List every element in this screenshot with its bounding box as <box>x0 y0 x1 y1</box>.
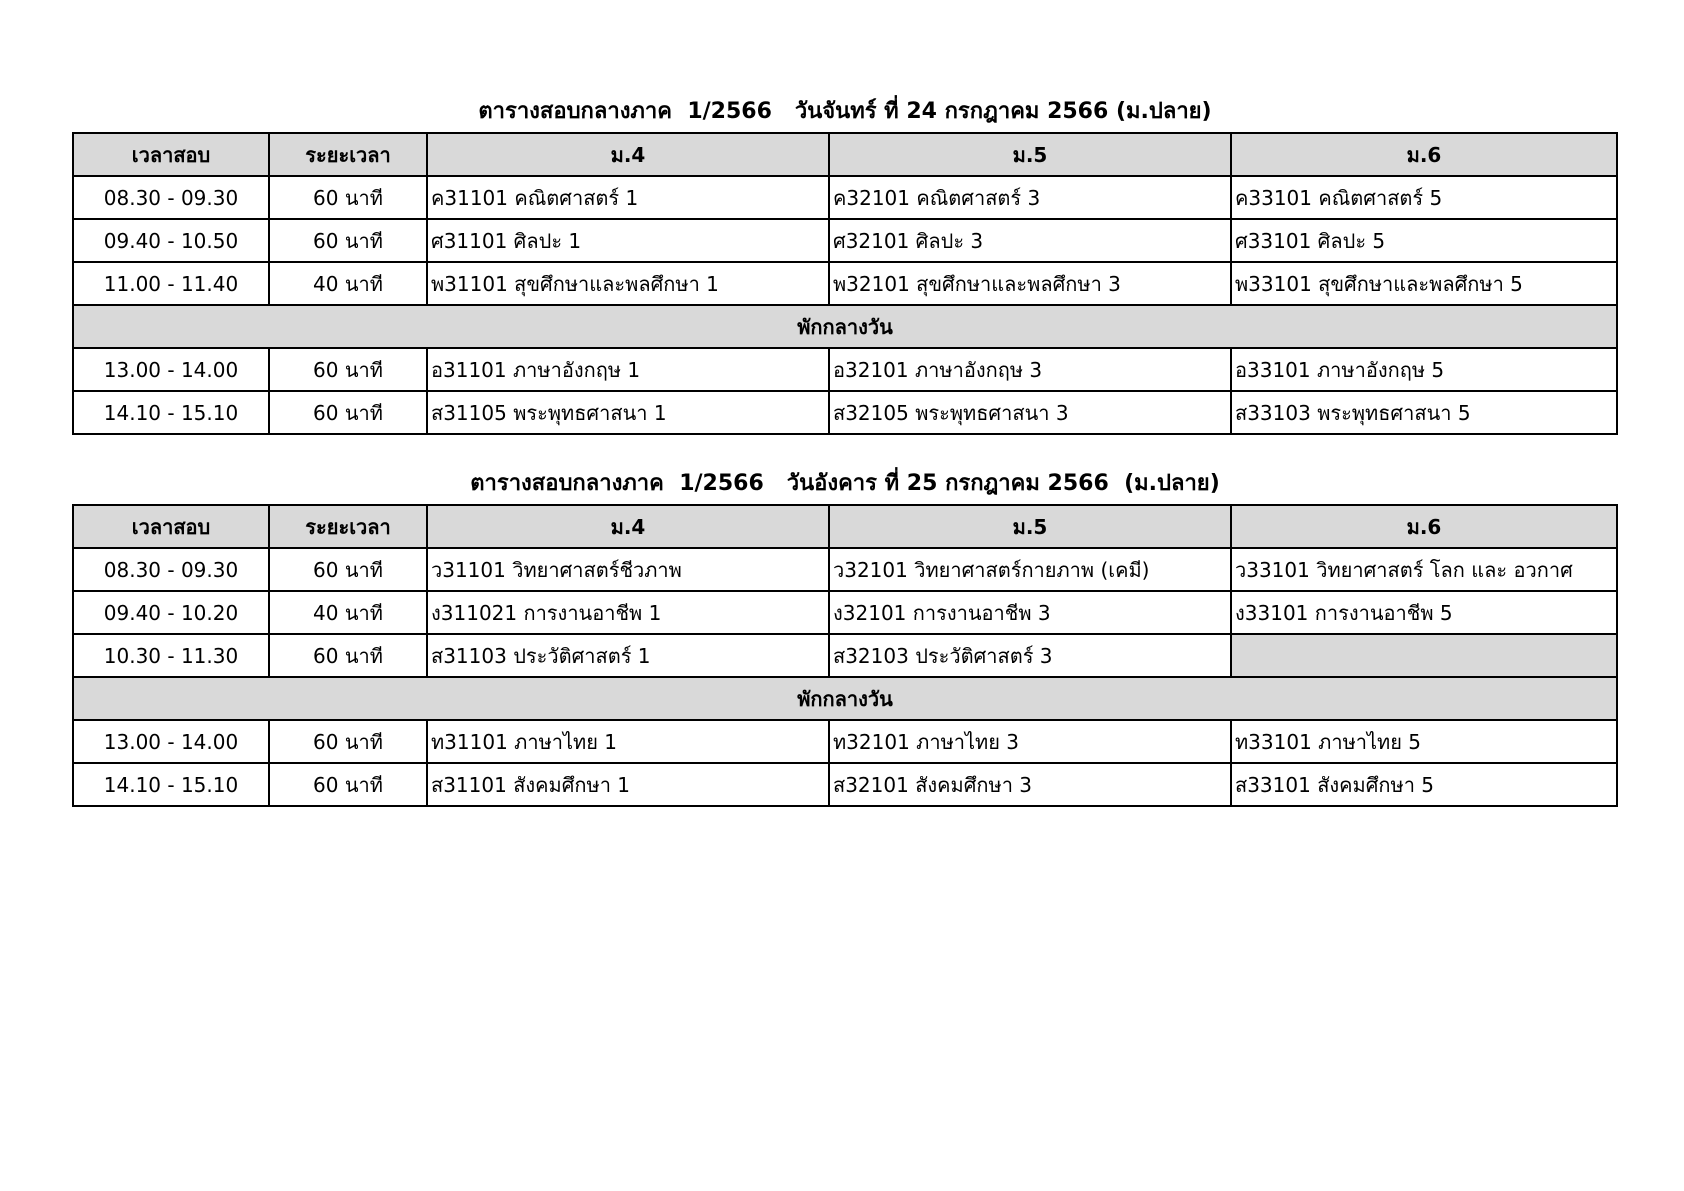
subject-m5: ท32101 ภาษาไทย 3 <box>829 720 1231 763</box>
exam-time: 11.00 - 11.40 <box>73 262 269 305</box>
exam-duration: 60 นาที <box>269 763 427 806</box>
header-m5: ม.5 <box>829 505 1231 548</box>
lunch-break-row <box>73 677 1617 720</box>
table-row <box>73 176 1617 219</box>
table-row <box>73 720 1617 763</box>
header-m4: ม.4 <box>427 505 829 548</box>
exam-time: 08.30 - 09.30 <box>73 176 269 219</box>
table-row <box>73 348 1617 391</box>
exam-time: 08.30 - 09.30 <box>73 548 269 591</box>
subject-m6: ว33101 วิทยาศาสตร์ โลก และ อวกาศ <box>1231 548 1617 591</box>
header-m6: ม.6 <box>1231 505 1617 548</box>
subject-m6: ง33101 การงานอาชีพ 5 <box>1231 591 1617 634</box>
table-row <box>73 219 1617 262</box>
subject-m5: ง32101 การงานอาชีพ 3 <box>829 591 1231 634</box>
header-time: เวลาสอบ <box>73 133 269 176</box>
header-duration: ระยะเวลา <box>269 133 427 176</box>
exam-time: 09.40 - 10.50 <box>73 219 269 262</box>
header-m4: ม.4 <box>427 133 829 176</box>
subject-m4: ศ31101 ศิลปะ 1 <box>427 219 829 262</box>
subject-m5: ส32101 สังคมศึกษา 3 <box>829 763 1231 806</box>
exam-duration: 60 นาที <box>269 391 427 434</box>
lunch-break-label: พักกลางวัน <box>73 305 1617 348</box>
subject-m5: ศ32101 ศิลปะ 3 <box>829 219 1231 262</box>
subject-m5: ว32101 วิทยาศาสตร์กายภาพ (เคมี) <box>829 548 1231 591</box>
subject-m4: ว31101 วิทยาศาสตร์ชีวภาพ <box>427 548 829 591</box>
exam-duration: 60 นาที <box>269 720 427 763</box>
schedule-title: ตารางสอบกลางภาค 1/2566 วันจันทร์ ที่ 24 กรกฎาคม 2566 (ม.ปลาย) <box>478 99 1212 124</box>
exam-table <box>72 132 1618 435</box>
exam-duration: 60 นาที <box>269 634 427 677</box>
header-row <box>73 505 1617 548</box>
header-duration: ระยะเวลา <box>269 505 427 548</box>
table-row <box>73 763 1617 806</box>
table-row <box>73 262 1617 305</box>
exam-duration: 40 นาที <box>269 262 427 305</box>
subject-m5: อ32101 ภาษาอังกฤษ 3 <box>829 348 1231 391</box>
schedule-tuesday <box>72 464 1618 807</box>
exam-duration: 40 นาที <box>269 591 427 634</box>
subject-m4: ง311021 การงานอาชีพ 1 <box>427 591 829 634</box>
subject-m6: ส33103 พระพุทธศาสนา 5 <box>1231 391 1617 434</box>
lunch-break-row <box>73 305 1617 348</box>
table-row <box>73 548 1617 591</box>
subject-m6: พ33101 สุขศึกษาและพลศึกษา 5 <box>1231 262 1617 305</box>
exam-time: 14.10 - 15.10 <box>73 763 269 806</box>
subject-m4: พ31101 สุขศึกษาและพลศึกษา 1 <box>427 262 829 305</box>
table-row <box>73 634 1617 677</box>
exam-duration: 60 นาที <box>269 348 427 391</box>
subject-m4: อ31101 ภาษาอังกฤษ 1 <box>427 348 829 391</box>
exam-duration: 60 นาที <box>269 219 427 262</box>
subject-m6: ท33101 ภาษาไทย 5 <box>1231 720 1617 763</box>
exam-time: 10.30 - 11.30 <box>73 634 269 677</box>
lunch-break-label: พักกลางวัน <box>73 677 1617 720</box>
exam-time: 13.00 - 14.00 <box>73 348 269 391</box>
subject-m6: ค33101 คณิตศาสตร์ 5 <box>1231 176 1617 219</box>
header-row <box>73 133 1617 176</box>
header-m5: ม.5 <box>829 133 1231 176</box>
subject-m5: ค32101 คณิตศาสตร์ 3 <box>829 176 1231 219</box>
header-time: เวลาสอบ <box>73 505 269 548</box>
subject-m4: ส31105 พระพุทธศาสนา 1 <box>427 391 829 434</box>
subject-m6: ส33101 สังคมศึกษา 5 <box>1231 763 1617 806</box>
subject-m6: อ33101 ภาษาอังกฤษ 5 <box>1231 348 1617 391</box>
schedule-title: ตารางสอบกลางภาค 1/2566 วันอังคาร ที่ 25 กรกฎาคม 2566 (ม.ปลาย) <box>470 471 1220 496</box>
exam-duration: 60 นาที <box>269 548 427 591</box>
exam-time: 13.00 - 14.00 <box>73 720 269 763</box>
subject-m4: ส31101 สังคมศึกษา 1 <box>427 763 829 806</box>
exam-table <box>72 504 1618 807</box>
table-row <box>73 591 1617 634</box>
subject-m4: ท31101 ภาษาไทย 1 <box>427 720 829 763</box>
subject-m5: ส32103 ประวัติศาสตร์ 3 <box>829 634 1231 677</box>
exam-time: 14.10 - 15.10 <box>73 391 269 434</box>
exam-duration: 60 นาที <box>269 176 427 219</box>
subject-m5: พ32101 สุขศึกษาและพลศึกษา 3 <box>829 262 1231 305</box>
subject-m6: ศ33101 ศิลปะ 5 <box>1231 219 1617 262</box>
schedule-monday <box>72 92 1618 435</box>
subject-m6-empty <box>1231 634 1617 677</box>
table-row <box>73 391 1617 434</box>
subject-m4: ส31103 ประวัติศาสตร์ 1 <box>427 634 829 677</box>
exam-time: 09.40 - 10.20 <box>73 591 269 634</box>
subject-m4: ค31101 คณิตศาสตร์ 1 <box>427 176 829 219</box>
subject-m5: ส32105 พระพุทธศาสนา 3 <box>829 391 1231 434</box>
header-m6: ม.6 <box>1231 133 1617 176</box>
